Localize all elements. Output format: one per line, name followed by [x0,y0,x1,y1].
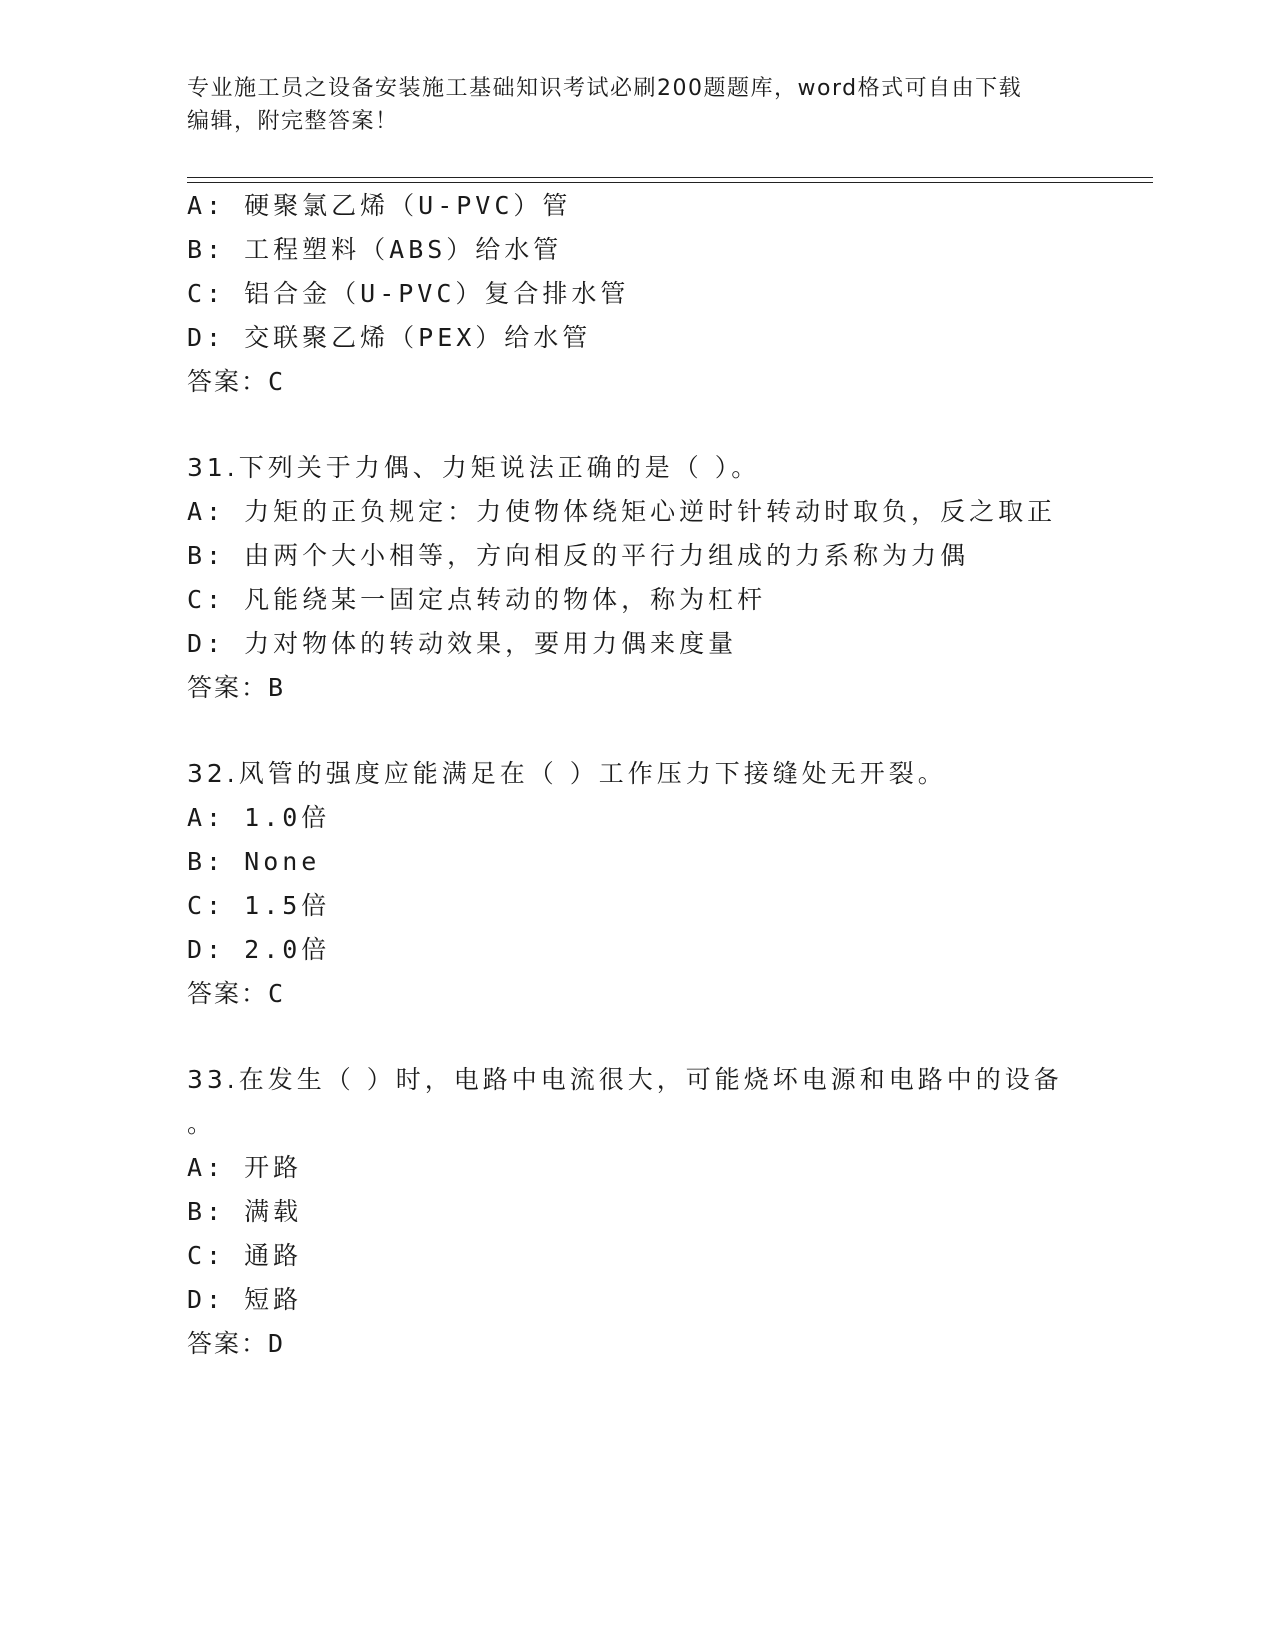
option-a: A: 1.0倍 [187,803,331,832]
option-c: C: 凡能绕某一固定点转动的物体，称为杠杆 [187,585,767,614]
title-line-2: 编辑，附完整答案！ [187,109,399,134]
option-c: C: 铝合金（U-PVC）复合排水管 [187,279,630,308]
option-d: D: 力对物体的转动效果，要用力偶来度量 [187,629,738,658]
answer-value: B [268,673,286,702]
header-divider-top [187,177,1153,178]
option-b: B: None [187,847,321,876]
question-stem: 33.在发生（ ）时，电路中电流很大，可能烧坏电源和电路中的设备 [187,1065,1063,1094]
option-b: B: 满载 [187,1197,303,1226]
option-a: A: 硬聚氯乙烯（U-PVC）管 [187,191,572,220]
document-title [187,72,1087,138]
option-b: B: 工程塑料（ABS）给水管 [187,235,563,264]
answer-line [187,978,285,1010]
answer-label: 答案： [187,979,269,1008]
answer-label: 答案： [187,673,269,702]
option-c: C: 通路 [187,1241,303,1270]
question-stem: 32.风管的强度应能满足在（ ）工作压力下接缝处无开裂。 [187,759,947,788]
answer-value: C [268,979,286,1008]
answer-label: 答案： [187,1329,269,1358]
option-d: D: 2.0倍 [187,935,331,964]
answer-line [187,1328,285,1360]
option-d: D: 短路 [187,1285,303,1314]
option-a: A: 力矩的正负规定：力使物体绕矩心逆时针转动时取负，反之取正 [187,497,1057,526]
answer-value: C [268,367,286,396]
answer-value: D [268,1329,286,1358]
question-stem: 31.下列关于力偶、力矩说法正确的是（ ）。 [187,453,761,482]
title-line-1: 专业施工员之设备安装施工基础知识考试必刷200题题库，word格式可自由下载 [187,76,1023,101]
answer-line [187,672,285,704]
header-divider-bottom [187,182,1153,183]
answer-line [187,366,285,398]
option-d: D: 交联聚乙烯（PEX）给水管 [187,323,592,352]
option-a: A: 开路 [187,1153,303,1182]
question-stem-continuation: 。 [187,1109,217,1138]
option-c: C: 1.5倍 [187,891,331,920]
option-b: B: 由两个大小相等，方向相反的平行力组成的力系称为力偶 [187,541,970,570]
answer-label: 答案： [187,367,269,396]
